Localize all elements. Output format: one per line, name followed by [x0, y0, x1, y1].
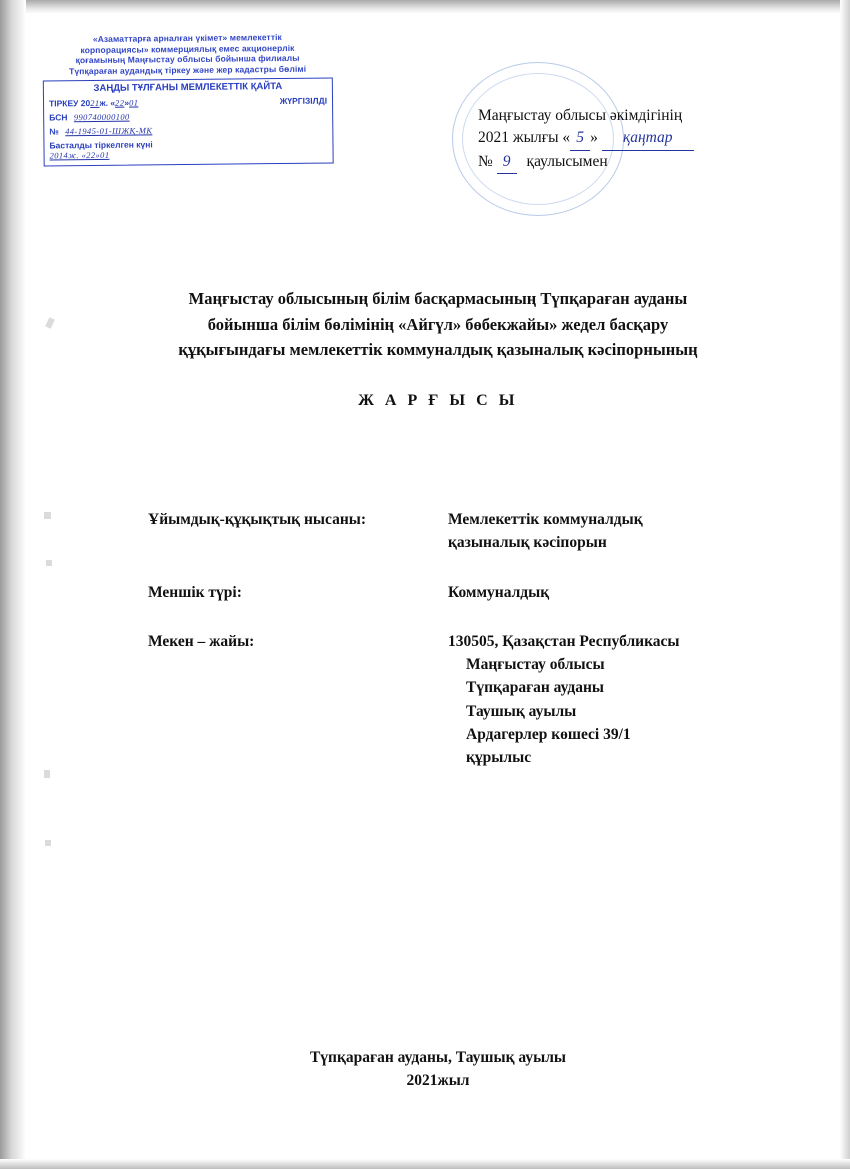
footer-line-2: 2021жыл: [406, 1072, 470, 1090]
field-label: Ұйымдық-құқықтық нысаны:: [148, 511, 367, 528]
field-row: [148, 581, 768, 604]
charter-heading: Ж А Р Ғ Ы С Ы: [358, 392, 518, 409]
stamp-number-value: 44-1945-01-ШЖҚ-МК: [65, 125, 153, 137]
stamp-start-value-row: [50, 148, 328, 161]
stamp-reg-year: 21: [90, 98, 100, 109]
scan-edge-right: [840, 0, 850, 1169]
scan-speck: [46, 560, 52, 566]
stamp-bsn-row: [49, 110, 327, 123]
approval-month: қаңтар: [602, 127, 694, 150]
stamp-title: ЗАҢДЫ ТҰЛҒАНЫ МЕМЛЕКЕТТІК ҚАЙТА: [93, 80, 283, 94]
field-value-line: қазыналық кәсіпорын: [448, 534, 607, 552]
field-value-line: Маңғыстау облысы: [466, 656, 605, 673]
title-line-3: құқығындағы мемлекеттік коммуналдық қазыналық кәсіпорнының: [178, 340, 698, 360]
stamp-header-line: Түпқараған аудандық тіркеу және жер кадастры бөлімі: [69, 63, 307, 77]
field-row: [148, 508, 768, 555]
title-line-2: бойынша білім бөлімінің «Айгүл» бөбекжайы» жедел басқару: [207, 314, 669, 334]
stamp-bsn-value: 990740000100: [73, 112, 130, 123]
field-value-line: құрылыс: [466, 749, 532, 766]
stamp-registration-row: ТІРКЕУ 2021ж. «22»01 ЖҮРГІЗІЛДІ: [48, 95, 328, 109]
stamp-reg-month: 01: [129, 97, 139, 109]
stamp-reg-done: ЖҮРГІЗІЛДІ: [279, 95, 328, 107]
field-value: [448, 630, 768, 770]
approval-line-2: [478, 127, 808, 150]
approval-date-mid: »: [590, 129, 598, 147]
stamp-header-line: корпорациясы» коммерциялық емес акционерлік: [80, 42, 295, 55]
scan-speck: [44, 512, 51, 519]
approval-number-prefix: №: [478, 152, 493, 170]
stamp-header: [42, 31, 332, 77]
field-label: Мекен – жайы:: [148, 632, 255, 650]
stamp-number-label: №: [49, 126, 59, 137]
approval-line-1: Маңғыстау облысы әкімдігінің: [478, 107, 683, 124]
stamp-bsn-label: БСН: [49, 112, 68, 123]
document-footer: [108, 1046, 768, 1093]
field-row: [148, 630, 768, 770]
stamp-start-label: Басталды тіркелген күні: [49, 139, 153, 151]
registration-stamp: [42, 31, 333, 166]
approval-number: 9: [497, 151, 517, 174]
field-value-line: Коммуналдық: [448, 583, 550, 601]
field-value-line: 130505, Қазақстан Республикасы: [448, 632, 680, 650]
stamp-start-value: 2014ж. «22»01: [49, 150, 110, 161]
scan-speck: [45, 317, 55, 329]
field-value: [448, 508, 768, 555]
field-value-line: Түпқараған ауданы: [466, 679, 605, 697]
approval-day: 5: [570, 127, 590, 150]
scan-speck: [45, 840, 51, 846]
stamp-box: [43, 77, 334, 167]
title-line-1: Маңғыстау облысының білім басқармасының Түпқараған ауданы: [188, 289, 688, 308]
footer-line-1: Түпқараған ауданы, Таушық ауылы: [309, 1049, 567, 1066]
field-value-line: Таушық ауылы: [466, 702, 577, 720]
field-value-line: Мемлекеттік коммуналдық: [448, 511, 643, 528]
approval-number-suffix: қаулысымен: [526, 152, 608, 170]
stamp-reg-day: 22: [114, 98, 125, 109]
stamp-reg-day-label: ж. «: [99, 98, 116, 109]
scan-edge-top: [0, 0, 850, 14]
field-label: Меншік түрі:: [148, 583, 242, 601]
stamp-number-row: [49, 124, 327, 137]
stamp-reg-label: ТІРКЕУ 20: [48, 98, 91, 109]
field-list: [148, 508, 768, 795]
stamp-header-line: қоғамының Маңғыстау облысы бойынша филиалы: [75, 53, 300, 66]
approval-date-prefix: 2021 жылғы «: [478, 129, 571, 147]
field-value: [448, 581, 768, 604]
scan-speck: [44, 770, 50, 778]
stamp-header-line: «Азаматтарға арналған үкімет» мемлекеттік: [92, 32, 282, 44]
scan-edge-left: [0, 0, 26, 1169]
approval-block: [478, 105, 808, 174]
page-title: [108, 286, 768, 363]
approval-line-3: [478, 151, 808, 174]
scan-edge-bottom: [0, 1159, 850, 1169]
field-value-line: Ардагерлер көшесі 39/1: [466, 725, 631, 743]
